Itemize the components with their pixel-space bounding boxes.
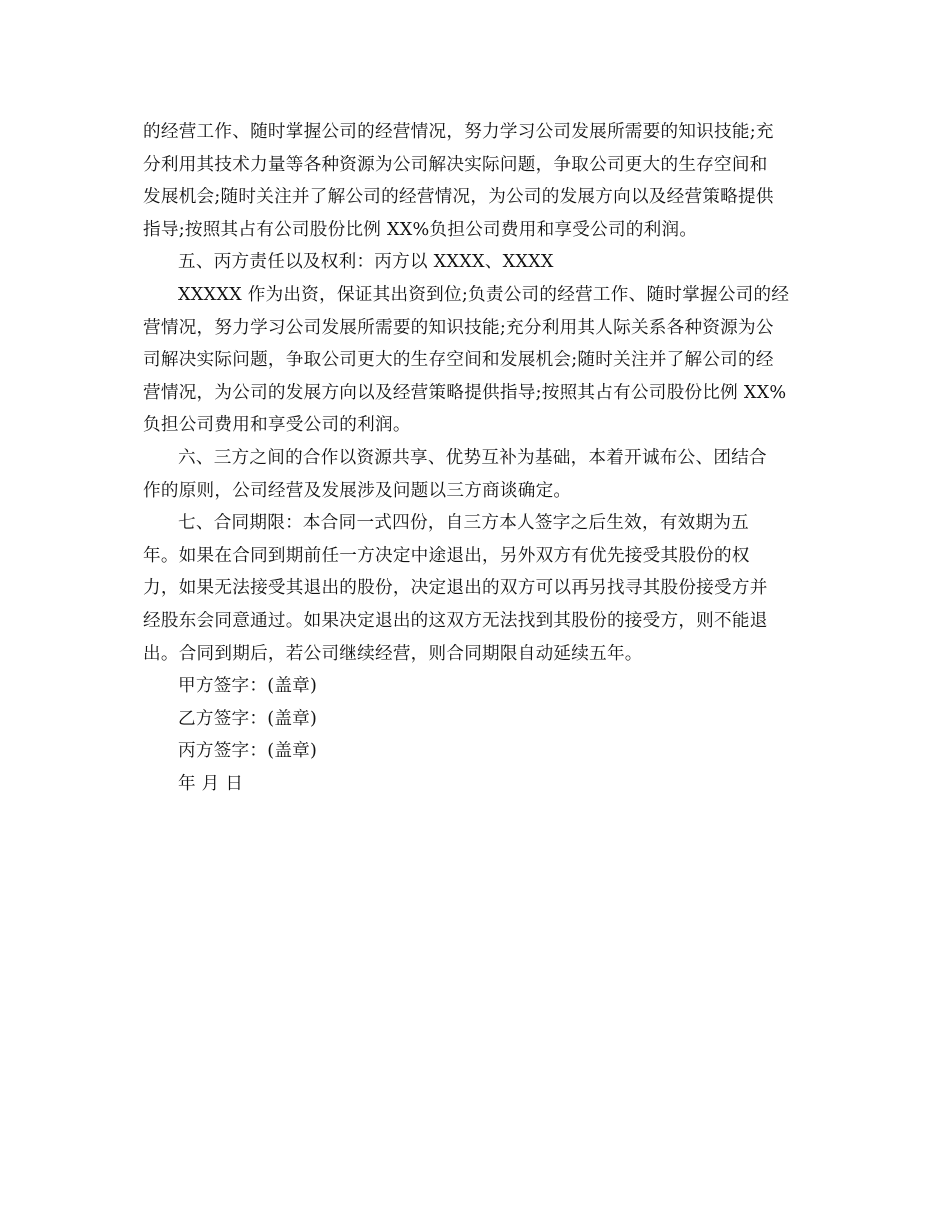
document-body bbox=[143, 116, 813, 800]
text-line: 年。如果在合同到期前任一方决定中途退出，另外双方有优先接受其股份的权 bbox=[143, 545, 750, 566]
text-line: 力，如果无法接受其退出的股份，决定退出的双方可以再另找寻其股份接受方并 bbox=[143, 578, 768, 599]
text-line: 负担公司费用和享受公司的利润。 bbox=[143, 415, 411, 436]
party-a-signature: 甲方签字：(盖章) bbox=[178, 676, 318, 697]
section-5-heading: 五、丙方责任以及权利：丙方以 XXXX、XXXX bbox=[178, 252, 554, 273]
text-line: 分利用其技术力量等各种资源为公司解决实际问题，争取公司更大的生存空间和 bbox=[143, 154, 768, 175]
text-line: 司解决实际问题，争取公司更大的生存空间和发展机会;随时关注并了解公司的经 bbox=[143, 350, 774, 371]
text-line: 营情况，努力学习公司发展所需要的知识技能;充分利用其人际关系各种资源为公 bbox=[143, 317, 774, 338]
party-c-signature: 丙方签字：(盖章) bbox=[178, 741, 318, 762]
text-line: 经股东会同意通过。如果决定退出的这双方无法找到其股份的接受方，则不能退 bbox=[143, 610, 768, 631]
signature-date: 年 月 日 bbox=[178, 773, 244, 794]
text-line: XXXXX 作为出资，保证其出资到位;负责公司的经营工作、随时掌握公司的经 bbox=[178, 284, 790, 305]
text-line: 指导;按照其占有公司股份比例 XX%负担公司费用和享受公司的利润。 bbox=[143, 219, 698, 240]
section-7-paragraph: 七、合同期限：本合同一式四份，自三方本人签字之后生效，有效期为五 bbox=[178, 513, 750, 534]
text-line: 发展机会;随时关注并了解公司的经营情况，为公司的发展方向以及经营策略提供 bbox=[143, 187, 774, 208]
section-6-paragraph: 六、三方之间的合作以资源共享、优势互补为基础，本着开诚布公、团结合 bbox=[178, 447, 767, 468]
text-line: 的经营工作、随时掌握公司的经营情况，努力学习公司发展所需要的知识技能;充 bbox=[143, 122, 774, 142]
text-line: 出。合同到期后，若公司继续经营，则合同期限自动延续五年。 bbox=[143, 643, 643, 664]
party-b-signature: 乙方签字：(盖章) bbox=[178, 708, 318, 729]
text-line: 营情况，为公司的发展方向以及经营策略提供指导;按照其占有公司股份比例 XX% bbox=[143, 382, 787, 403]
text-line: 作的原则，公司经营及发展涉及问题以三方商谈确定。 bbox=[143, 480, 572, 501]
